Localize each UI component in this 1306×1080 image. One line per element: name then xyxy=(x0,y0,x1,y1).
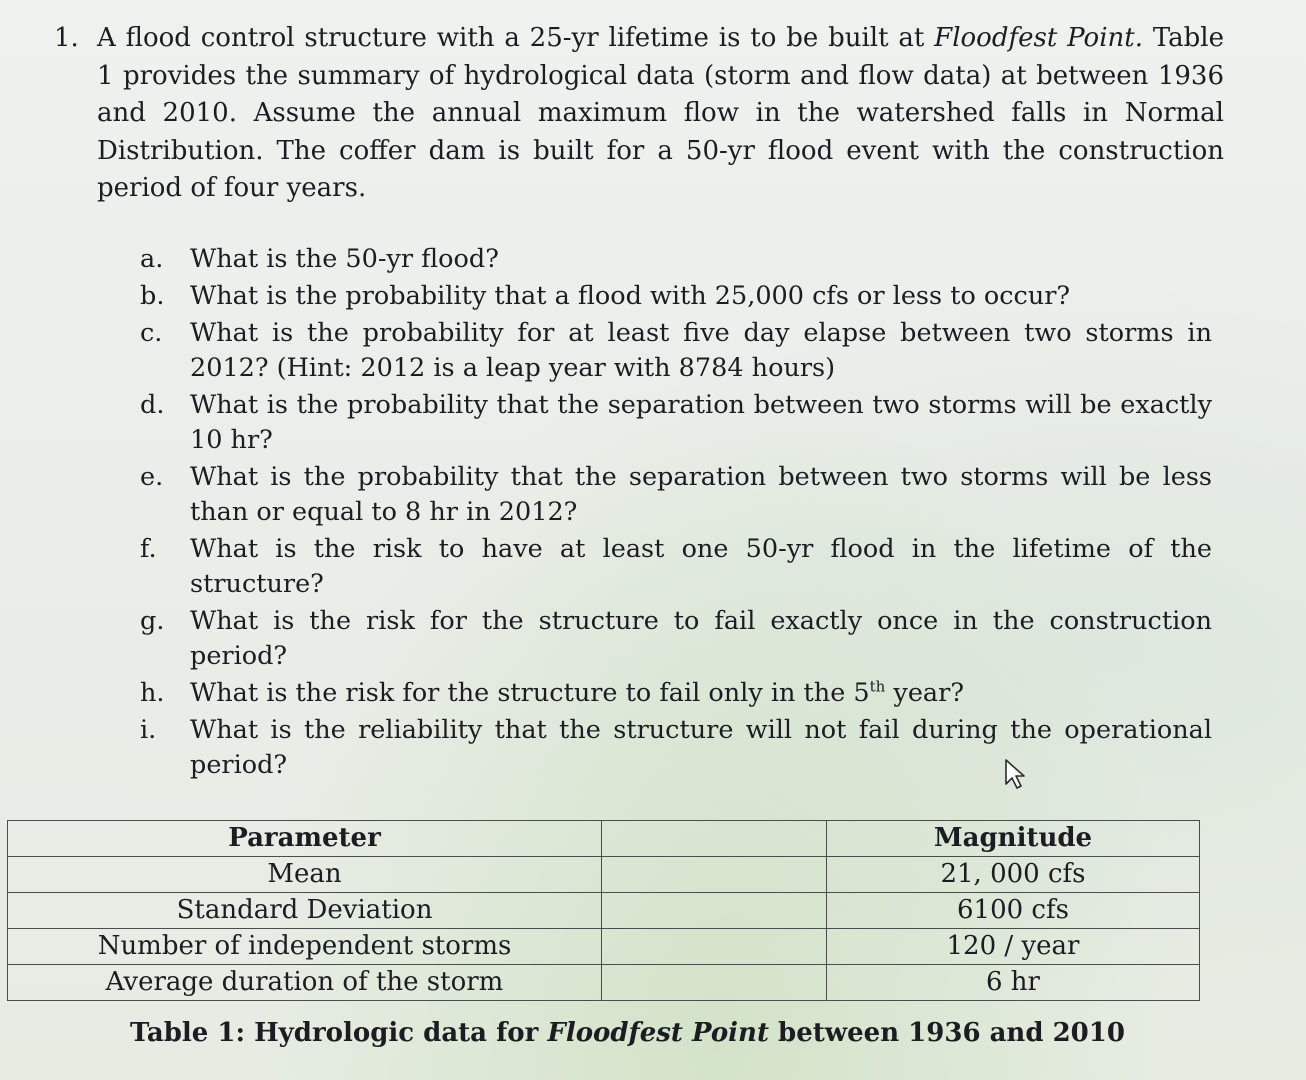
header-parameter: Parameter xyxy=(8,821,602,857)
subquestion-i xyxy=(140,713,1212,783)
table-row xyxy=(8,965,1200,1001)
subquestion-letter: h. xyxy=(140,678,165,708)
question-number: 1. xyxy=(54,23,79,53)
subquestion-text: What is the 50-yr flood? xyxy=(190,244,499,274)
question-text-part1: A flood control structure with a 25-yr lifetime is to be built at xyxy=(97,23,935,53)
subquestion-text: What is the reliability that the structure will not fail during the operational period? xyxy=(190,715,1212,780)
subquestion-letter: c. xyxy=(140,318,163,348)
question-text-part2: Table 1 provides the summary of hydrological data (storm and flow data) at between 1936 and 2010. Assume the annual maximum flow in the watershed falls in Normal Distribution. The coffer dam is built for a 50-yr flood event with the construction period of four years. xyxy=(97,23,1224,203)
subquestion-e xyxy=(140,460,1212,530)
header-magnitude: Magnitude xyxy=(826,821,1199,857)
mouse-pointer-icon xyxy=(1000,756,1030,792)
table-spacer-cell xyxy=(602,857,827,893)
cell-parameter: Average duration of the storm xyxy=(8,965,602,1001)
subquestion-text: What is the probability that the separation between two storms will be less than or equal to 8 hr in 2012? xyxy=(190,462,1212,527)
subquestion-letter: i. xyxy=(140,715,157,745)
table-spacer-cell xyxy=(602,821,827,857)
subquestion-letter: b. xyxy=(140,281,165,311)
subquestion-text: What is the probability that a flood with 25,000 cfs or less to occur? xyxy=(190,281,1071,311)
subquestion-a xyxy=(140,242,1212,277)
subquestion-h xyxy=(140,676,1212,711)
cell-magnitude: 6100 cfs xyxy=(826,893,1199,929)
table-row xyxy=(8,857,1200,893)
cell-magnitude: 120 / year xyxy=(826,929,1199,965)
caption-location: Floodfest Point xyxy=(547,1018,769,1048)
question-location: Floodfest Point. xyxy=(934,23,1143,53)
ordinal-suffix: th xyxy=(869,677,886,696)
table-spacer-cell xyxy=(602,965,827,1001)
subquestion-text-before: What is the risk for the structure to fail only in the 5 xyxy=(190,678,870,708)
question-text xyxy=(97,20,1224,208)
table-header-row xyxy=(8,821,1200,857)
table-spacer-cell xyxy=(602,893,827,929)
subquestion-d xyxy=(140,388,1212,458)
subquestion-letter: g. xyxy=(140,606,165,636)
subquestion-text-after: year? xyxy=(885,678,964,708)
subquestion-b xyxy=(140,279,1212,314)
subquestion-text: What is the risk for the structure to fail exactly once in the construction period? xyxy=(190,606,1212,671)
table-row xyxy=(8,893,1200,929)
subquestion-list xyxy=(140,242,1212,785)
subquestion-text: What is the probability for at least five day elapse between two storms in 2012? (Hint: 2012 is a leap year with 8784 hours) xyxy=(190,318,1212,383)
subquestion-f xyxy=(140,532,1212,602)
cell-magnitude: 21, 000 cfs xyxy=(826,857,1199,893)
table-caption xyxy=(130,1016,1125,1050)
caption-prefix: Table 1: Hydrologic data for xyxy=(130,1018,548,1048)
cell-parameter: Standard Deviation xyxy=(8,893,602,929)
hydrologic-data-table xyxy=(7,820,1200,1001)
table-row xyxy=(8,929,1200,965)
cell-parameter: Mean xyxy=(8,857,602,893)
subquestion-letter: a. xyxy=(140,244,164,274)
problem-statement xyxy=(54,20,1224,208)
subquestion-text: What is the risk to have at least one 50-yr flood in the lifetime of the structure? xyxy=(190,534,1212,599)
caption-suffix: between 1936 and 2010 xyxy=(768,1018,1125,1048)
subquestion-letter: e. xyxy=(140,462,164,492)
subquestion-text: What is the probability that the separation between two storms will be exactly 10 hr? xyxy=(190,390,1212,455)
subquestion-text xyxy=(190,678,964,708)
subquestion-letter: d. xyxy=(140,390,165,420)
cell-parameter: Number of independent storms xyxy=(8,929,602,965)
subquestion-letter: f. xyxy=(140,534,157,564)
cell-magnitude: 6 hr xyxy=(826,965,1199,1001)
subquestion-c xyxy=(140,316,1212,386)
table-spacer-cell xyxy=(602,929,827,965)
subquestion-g xyxy=(140,604,1212,674)
